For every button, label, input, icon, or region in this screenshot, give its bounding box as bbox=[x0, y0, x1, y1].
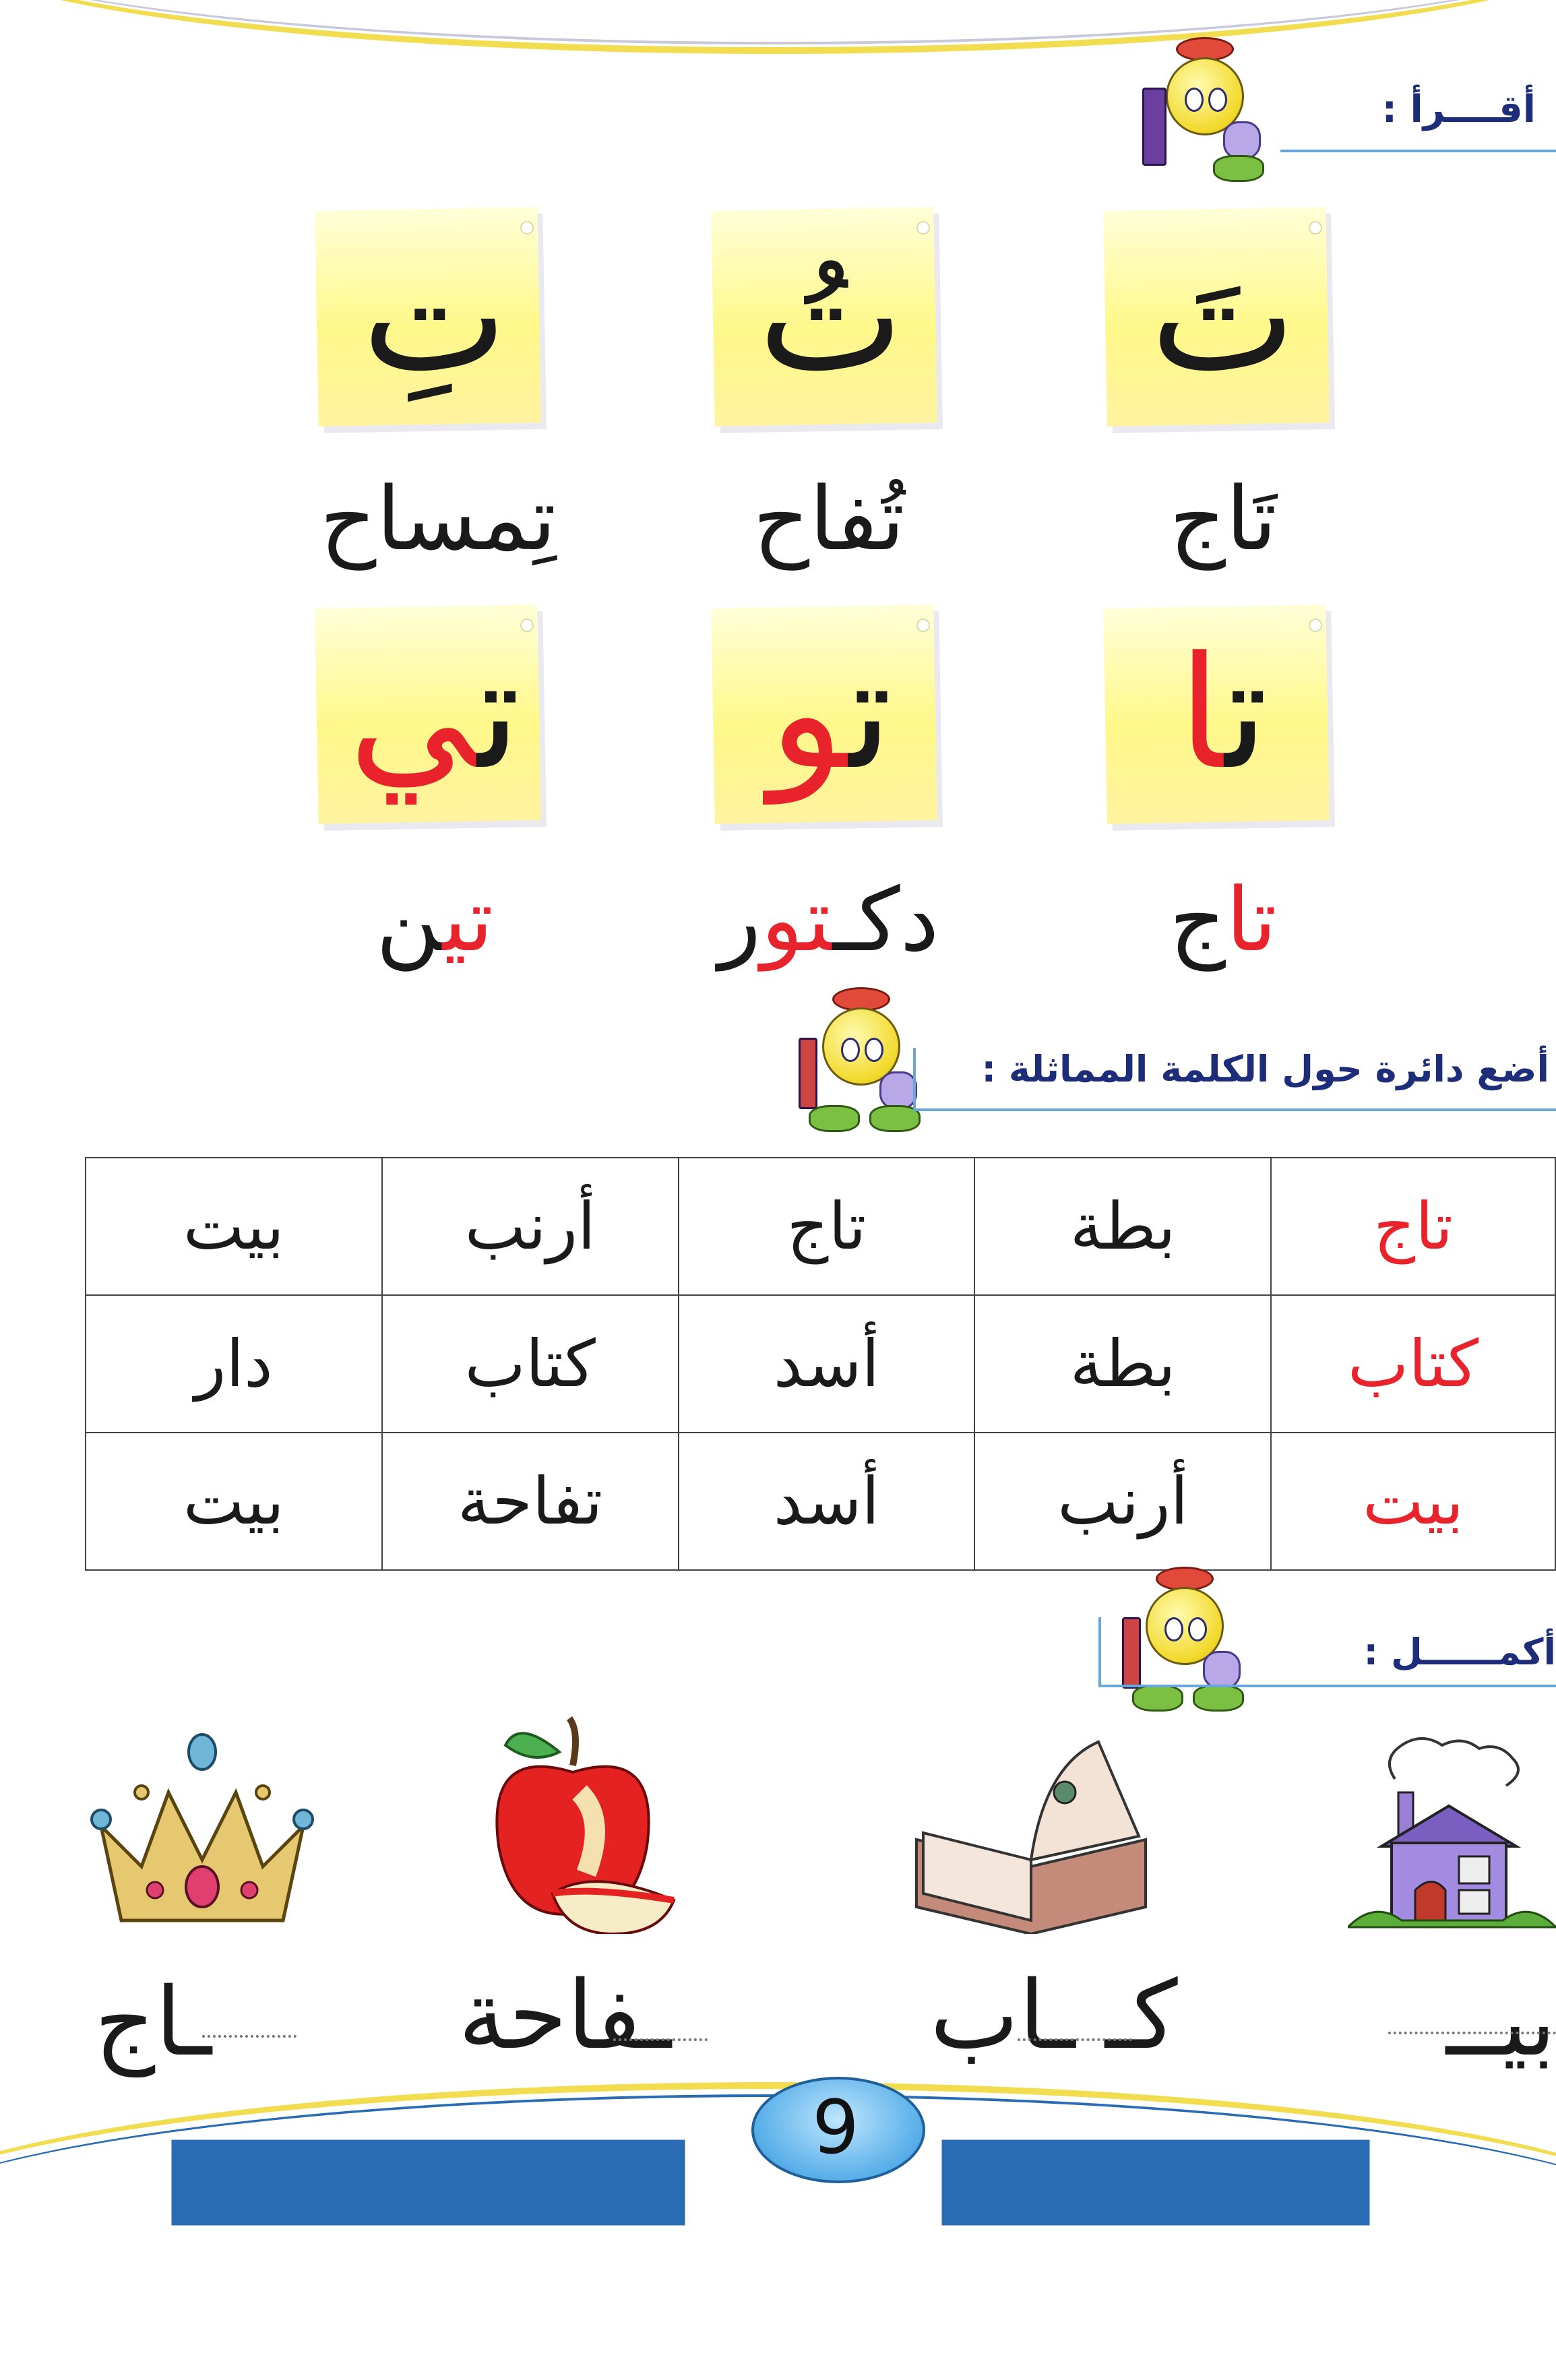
page-number: 9 bbox=[812, 2084, 859, 2170]
letter-card-kasra bbox=[317, 209, 553, 438]
option-cell[interactable]: بطة bbox=[974, 1295, 1271, 1433]
table-row bbox=[86, 1295, 1555, 1433]
letter-glyph: تَ bbox=[1150, 226, 1297, 406]
letter-card-waw bbox=[713, 606, 949, 836]
crown-picture bbox=[88, 1732, 317, 1934]
target-word-cell: تاج bbox=[1271, 1158, 1555, 1295]
option-cell[interactable]: بطة bbox=[974, 1158, 1271, 1295]
letter-glyph bbox=[317, 620, 553, 809]
glyph-part: ت bbox=[1225, 624, 1269, 804]
circle-underline bbox=[913, 1108, 1556, 1111]
option-cell[interactable]: بيت bbox=[86, 1158, 382, 1295]
table-row bbox=[86, 1158, 1555, 1295]
option-cell[interactable]: تاج bbox=[679, 1158, 975, 1295]
section-title-complete: أكمــــــل : bbox=[1363, 1631, 1556, 1673]
letter-glyph: تِ bbox=[361, 226, 508, 406]
example-word: تَاج bbox=[1169, 468, 1277, 570]
option-cell[interactable]: دار bbox=[86, 1295, 382, 1433]
glyph-part-red: ي bbox=[348, 624, 478, 804]
complete-word-house: بيــ bbox=[1445, 1968, 1556, 2077]
example-word: تاج bbox=[1169, 869, 1277, 971]
glyph-part-red: ا bbox=[1177, 624, 1226, 804]
apple-picture bbox=[485, 1712, 687, 1934]
house-picture bbox=[1348, 1732, 1556, 1941]
glyph-part-red: و bbox=[769, 624, 850, 804]
table-row bbox=[86, 1433, 1555, 1570]
option-cell[interactable]: بيت bbox=[86, 1433, 382, 1570]
complete-underline bbox=[1098, 1685, 1556, 1687]
target-word-cell: كتاب bbox=[1271, 1295, 1555, 1433]
option-cell[interactable]: أرنب bbox=[382, 1158, 679, 1295]
complete-word-crown: ـاج bbox=[94, 1968, 212, 2077]
example-word: دكـتور bbox=[718, 869, 939, 971]
blank-line[interactable] bbox=[202, 2035, 297, 2038]
example-word: تُفاح bbox=[753, 468, 905, 570]
letter-card-damma bbox=[713, 209, 949, 438]
section-title-read: أقــــرأ : bbox=[1381, 88, 1536, 131]
blank-line[interactable] bbox=[1018, 2038, 1132, 2041]
letter-glyph bbox=[1105, 620, 1341, 809]
option-cell[interactable]: أسد bbox=[679, 1433, 975, 1570]
complete-word-book: كـ ـاب bbox=[930, 1961, 1178, 2071]
letter-glyph bbox=[713, 620, 949, 809]
target-word-cell: بيت bbox=[1271, 1433, 1555, 1570]
glyph-part: ت bbox=[849, 624, 893, 804]
letter-card-ya bbox=[317, 606, 553, 836]
read-underline bbox=[1280, 150, 1556, 152]
book-picture bbox=[903, 1739, 1159, 1934]
section-title-circle: أضع دائرة حول الكلمة المماثلة : bbox=[981, 1048, 1549, 1090]
letter-card-alif bbox=[1105, 606, 1341, 836]
glyph-part: ت bbox=[477, 624, 521, 804]
option-cell[interactable]: أسد bbox=[679, 1295, 975, 1433]
option-cell[interactable]: كتاب bbox=[382, 1295, 679, 1433]
complete-underline-v bbox=[1098, 1617, 1101, 1685]
letter-card-fatha bbox=[1105, 209, 1341, 438]
option-cell[interactable]: أرنب bbox=[974, 1433, 1271, 1570]
matching-table bbox=[85, 1157, 1556, 1571]
blank-line[interactable] bbox=[613, 2038, 708, 2041]
example-word: تِمساح bbox=[319, 468, 557, 570]
blank-line[interactable] bbox=[1388, 2032, 1556, 2034]
letter-glyph: تُ bbox=[757, 226, 904, 406]
circle-underline-v bbox=[913, 1048, 916, 1108]
example-word: تين bbox=[375, 869, 494, 971]
complete-word-apple: ـفاحة bbox=[458, 1961, 672, 2071]
option-cell[interactable]: تفاحة bbox=[382, 1433, 679, 1570]
